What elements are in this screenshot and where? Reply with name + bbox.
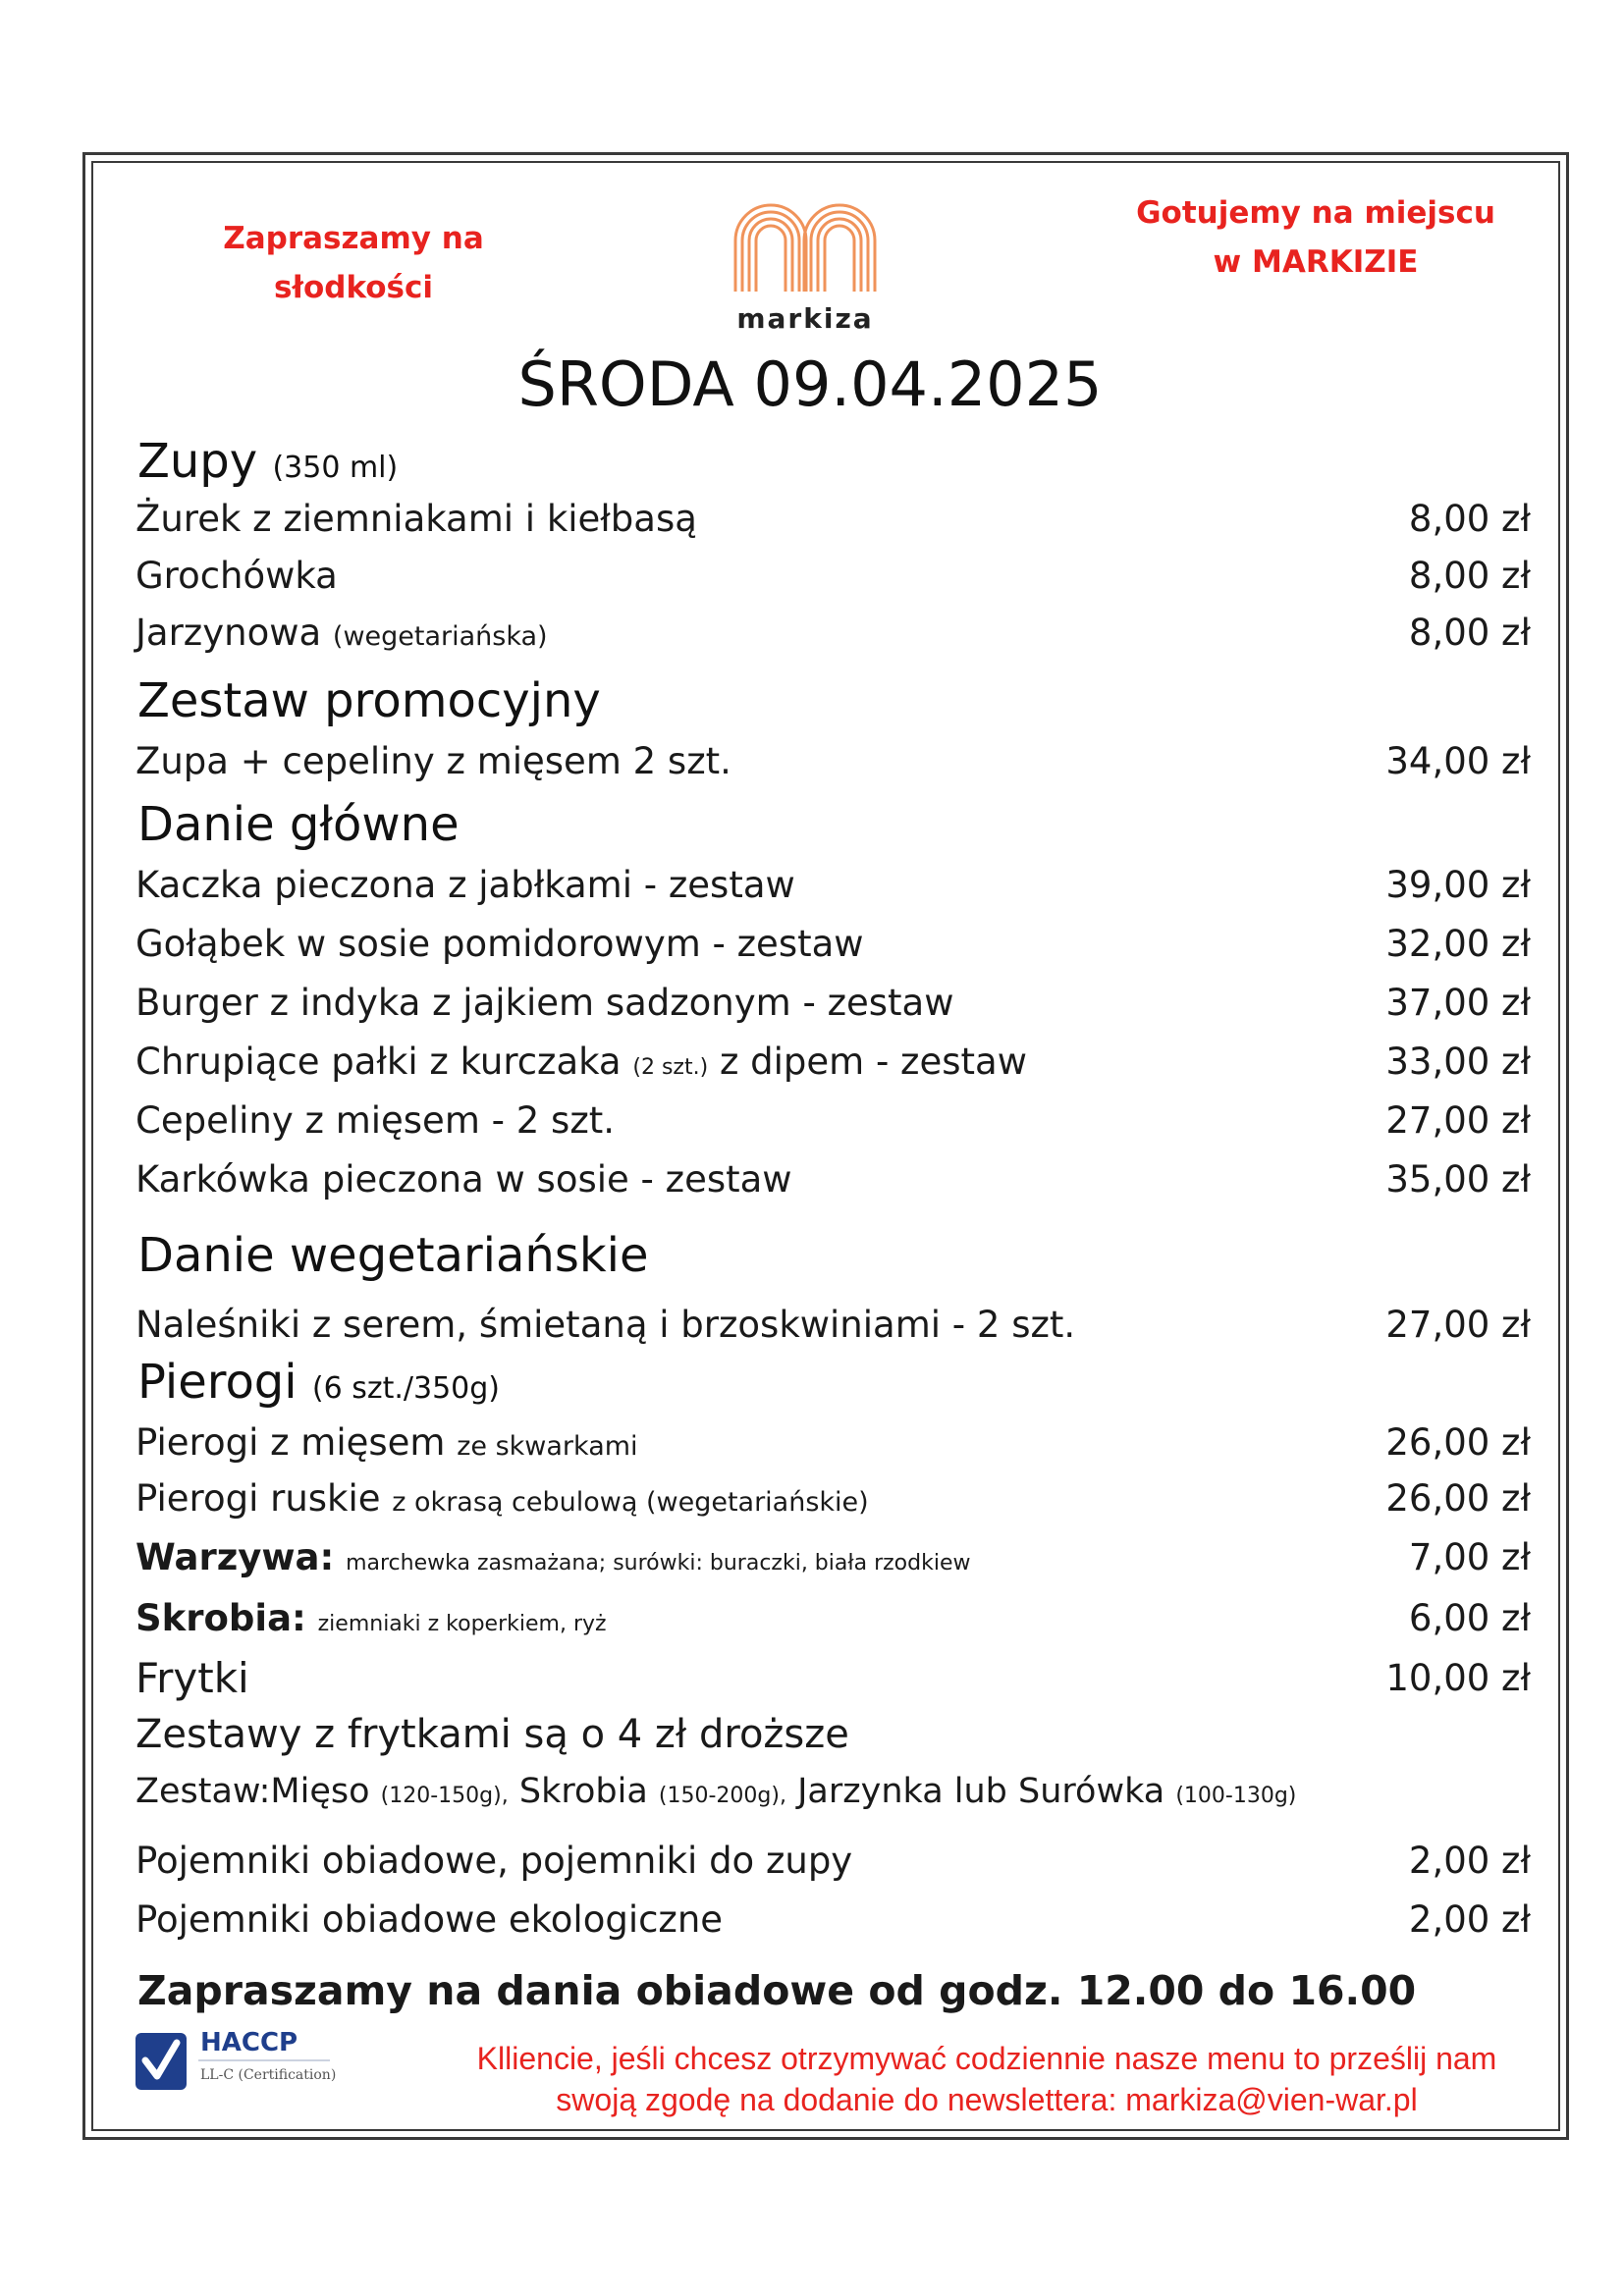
item-name: Jarzynowa: [135, 611, 322, 654]
item-name: Gołąbek w sosie pomidorowym - zestaw: [135, 922, 864, 965]
section-heading-promo: [137, 671, 601, 730]
item-name: Warzywa:: [135, 1535, 335, 1578]
menu-item-row: [135, 490, 1531, 547]
item-name: Karkówka pieczona w sosie - zestaw: [135, 1157, 792, 1201]
item-name: Frytki: [135, 1653, 249, 1702]
item-name-group: [135, 1041, 1027, 1083]
section-subtitle: (350 ml): [272, 451, 399, 485]
item-name-group: [135, 1421, 638, 1464]
haccp-label: HACCP: [200, 2028, 298, 2057]
menu-item-row: [135, 856, 1531, 913]
section-title: Zupy: [137, 434, 258, 489]
set-veg: Jarzynka lub Surówka: [797, 1772, 1165, 1811]
item-price: 34,00 zł: [1385, 739, 1531, 782]
cooking-on-site-line-2: w MARKIZIE: [1213, 244, 1419, 280]
item-price: 8,00 zł: [1408, 554, 1531, 597]
item-price: 39,00 zł: [1385, 863, 1531, 906]
cooking-on-site-line-1: Gotujemy na miejscu: [1136, 195, 1495, 231]
item-name: Naleśniki z serem, śmietaną i brzoskwiniami - 2 szt.: [135, 1303, 1076, 1346]
section-heading-mains: [137, 795, 460, 854]
item-price: 37,00 zł: [1385, 981, 1531, 1024]
section-heading-pierogi: [137, 1353, 500, 1418]
set-meat: Zestaw:Mięso: [135, 1772, 370, 1811]
menu-item-row: [135, 915, 1531, 972]
serving-hours-note: Zapraszamy na dania obiadowe od godz. 12.00 do 16.00: [137, 1967, 1417, 2014]
item-price: 10,00 zł: [1385, 1656, 1531, 1699]
section-heading-vegetarian: [137, 1226, 649, 1285]
item-note: (wegetariańska): [332, 620, 548, 652]
menu-item-row: [135, 1414, 1531, 1470]
container-item-row: [135, 1832, 1531, 1889]
menu-date-title: ŚRODA 09.04.2025: [517, 348, 1103, 420]
newsletter-invitation: [432, 2038, 1542, 2120]
item-price: 26,00 zł: [1385, 1476, 1531, 1520]
cooking-on-site-note: [1129, 188, 1502, 287]
item-name: Pierogi z mięsem: [135, 1420, 446, 1464]
menu-item-row: [135, 1589, 1531, 1646]
item-name-group: [135, 612, 548, 654]
item-name-group: [135, 1597, 607, 1639]
section-heading-soups: [137, 432, 398, 498]
item-name: Żurek z ziemniakami i kiełbasą: [135, 497, 697, 540]
item-note: ze skwarkami: [457, 1430, 638, 1462]
item-note: z okrasą cebulową (wegetariańskie): [392, 1486, 869, 1518]
item-price: 26,00 zł: [1385, 1420, 1531, 1464]
set-starch: Skrobia: [518, 1772, 648, 1811]
fries-surcharge-note: Zestawy z frytkami są o 4 zł droższe: [135, 1712, 849, 1757]
item-name-group: [135, 1477, 869, 1520]
set-composition-note: [135, 1763, 1296, 1825]
item-price: 32,00 zł: [1385, 922, 1531, 965]
set-starch-weight: (150-200g),: [658, 1784, 786, 1808]
item-price: 7,00 zł: [1408, 1535, 1531, 1578]
item-price: 33,00 zł: [1385, 1040, 1531, 1083]
item-price: 27,00 zł: [1385, 1303, 1531, 1346]
item-name-group: [135, 1536, 971, 1578]
menu-item-row: [135, 1528, 1531, 1585]
section-title: Danie wegetariańskie: [137, 1228, 649, 1283]
newsletter-line-1: Klliencie, jeśli chcesz otrzymywać codziennie nasze menu to prześlij nam: [476, 2041, 1497, 2076]
markiza-logo-icon: [731, 201, 879, 292]
item-price: 27,00 zł: [1385, 1098, 1531, 1142]
item-price: 6,00 zł: [1408, 1596, 1531, 1639]
menu-item-row: [135, 1649, 1531, 1706]
item-price: 8,00 zł: [1408, 497, 1531, 540]
section-title: Pierogi: [137, 1355, 298, 1410]
item-name-suffix: z dipem - zestaw: [719, 1040, 1027, 1083]
item-name: Cepeliny z mięsem - 2 szt.: [135, 1098, 616, 1142]
sweets-invitation-line-2: słodkości: [274, 270, 433, 305]
menu-item-row: [135, 1150, 1531, 1207]
set-veg-weight: (100-130g): [1175, 1784, 1297, 1808]
item-name: Kaczka pieczona z jabłkami - zestaw: [135, 863, 795, 906]
section-title: Danie główne: [137, 797, 460, 852]
item-price: 35,00 zł: [1385, 1157, 1531, 1201]
menu-item-row: [135, 732, 1531, 789]
item-note: marchewka zasmażana; surówki: buraczki, biała rzodkiew: [346, 1550, 971, 1575]
newsletter-line-2: swoją zgodę na dodanie do newslettera: markiza@vien-war.pl: [556, 2082, 1418, 2117]
item-name: Skrobia:: [135, 1596, 306, 1639]
item-price: 8,00 zł: [1408, 611, 1531, 654]
item-name: Pierogi ruskie: [135, 1476, 381, 1520]
item-note: (2 szt.): [632, 1054, 709, 1080]
menu-item-row: [135, 1092, 1531, 1148]
menu-item-row: [135, 1469, 1531, 1526]
item-name: Burger z indyka z jajkiem sadzonym - zestaw: [135, 981, 954, 1024]
item-name: Pojemniki obiadowe ekologiczne: [135, 1897, 724, 1941]
sweets-invitation: [187, 214, 520, 312]
container-item-row: [135, 1891, 1531, 1948]
item-name: Grochówka: [135, 554, 338, 597]
item-name: Zupa + cepeliny z mięsem 2 szt.: [135, 739, 731, 782]
haccp-certification-text: LL-C (Certification): [200, 2067, 337, 2083]
logo-wordmark: markiza: [736, 302, 874, 335]
menu-item-row: [135, 547, 1531, 604]
item-note: ziemniaki z koperkiem, ryż: [317, 1611, 607, 1636]
item-price: 2,00 zł: [1408, 1839, 1531, 1882]
item-name: Pojemniki obiadowe, pojemniki do zupy: [135, 1839, 853, 1882]
sweets-invitation-line-1: Zapraszamy na: [223, 221, 484, 256]
item-name: Chrupiące pałki z kurczaka: [135, 1040, 622, 1083]
menu-item-row: [135, 1033, 1531, 1090]
set-meat-weight: (120-150g),: [380, 1784, 509, 1808]
section-title: Zestaw promocyjny: [137, 673, 601, 728]
menu-item-row: [135, 1296, 1531, 1353]
section-subtitle: (6 szt./350g): [311, 1371, 500, 1406]
menu-item-row: [135, 604, 1531, 661]
item-price: 2,00 zł: [1408, 1897, 1531, 1941]
menu-item-row: [135, 974, 1531, 1031]
